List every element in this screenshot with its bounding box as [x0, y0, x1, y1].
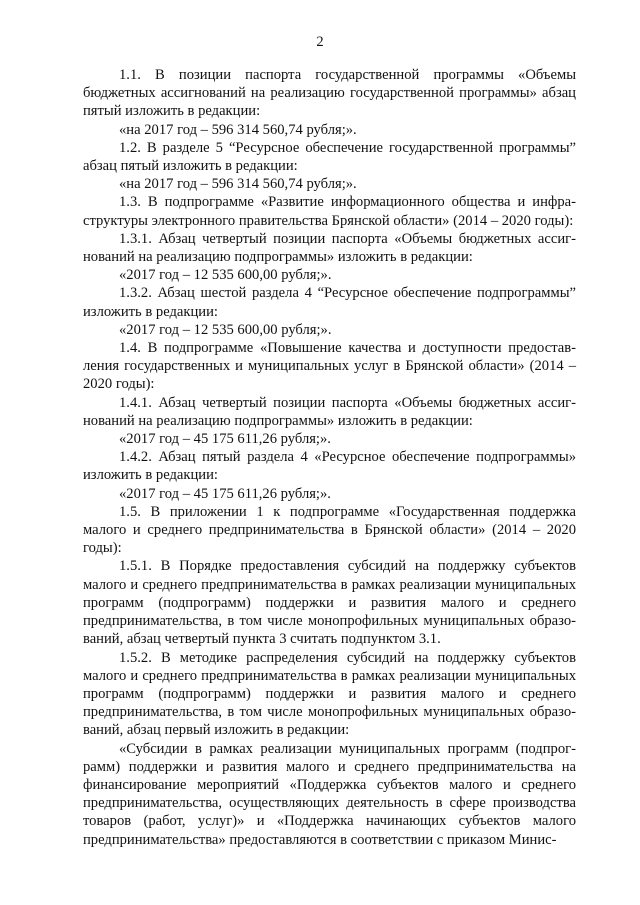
paragraph: 1.3.2. Абзац шестой раздела 4 “Ресурсное обеспечение подпрограммы” изложить в редакции: — [83, 285, 576, 320]
paragraph: «2017 год – 45 175 611,26 рубля;». — [119, 485, 331, 502]
paragraph: «Субсидии в рамках реализации муниципальных программ (подпрограмм) поддержки и развития малого и среднего предпринимательства на финансирование мероприятий «Поддержка субъектов малого и среднего предпринимательства, осуществляющих деятельность в сфере производства товаров (работ, услуг)» и «Поддержка начинающих субъектов малого предпринимательства» предоставляются в соответствии с приказом Минис- — [83, 740, 576, 848]
page-number: 2 — [316, 34, 324, 50]
paragraph: «на 2017 год – 596 314 560,74 рубля;». — [119, 176, 357, 193]
paragraph: «2017 год – 12 535 600,00 рубля;». — [119, 321, 332, 338]
paragraph: «2017 год – 12 535 600,00 рубля;». — [119, 267, 332, 284]
paragraph: «на 2017 год – 596 314 560,74 рубля;». — [119, 121, 357, 138]
paragraph: 1.1. В позиции паспорта государственной программы «Объемы бюджетных ассигнований на реализацию государственной программы» абзац пятый изложить в редакции: — [83, 67, 576, 120]
paragraph: 1.5. В приложении 1 к подпрограмме «Государственная поддержка малого и среднего предпринимательства в Брянской области» (2014 – 2020 годы): — [83, 503, 576, 557]
document-body — [83, 66, 576, 849]
paragraph: 1.3.1. Абзац четвертый позиции паспорта «Объемы бюджетных ассигнований на реализацию подпрограммы» изложить в редакции: — [83, 230, 576, 266]
paragraph: «2017 год – 45 175 611,26 рубля;». — [119, 431, 331, 448]
paragraph: 1.5.1. В Порядке предоставления субсидий на поддержку субъектов малого и среднего предпринимательства в рамках реализации муниципальных программ (подпрограмм) поддержки и развития малого и среднего предпринимательства, в том числе монопрофильных муниципальных образований, абзац четвертый пункта 3 считать подпунктом 3.1. — [83, 558, 576, 648]
paragraph: 1.2. В разделе 5 “Ресурсное обеспечение государственной программы” абзац пятый изложить в редакции: — [83, 139, 576, 175]
paragraph: 1.4. В подпрограмме «Повышение качества и доступности предоставления государственных и муниципальных услуг в Брянской области» (2014 – 2020 годы): — [83, 340, 576, 393]
paragraph: 1.4.1. Абзац четвертый позиции паспорта «Объемы бюджетных ассигнований на реализацию подпрограммы» изложить в редакции: — [83, 394, 576, 429]
paragraph: 1.4.2. Абзац пятый раздела 4 «Ресурсное обеспечение подпрограммы» изложить в редакции: — [83, 449, 576, 484]
paragraph: 1.5.2. В методике распределения субсидий на поддержку субъектов малого и среднего предпринимательства в рамках реализации муниципальных программ (подпрограмм) поддержки и развития малого и среднего предпринимательства, в том числе монопрофильных муниципальных образований, абзац первый изложить в редакции: — [83, 649, 576, 739]
paragraph: 1.3. В подпрограмме «Развитие информационного общества и инфраструктуры электронного правительства Брянской области» (2014 – 2020 годы): — [83, 194, 576, 229]
